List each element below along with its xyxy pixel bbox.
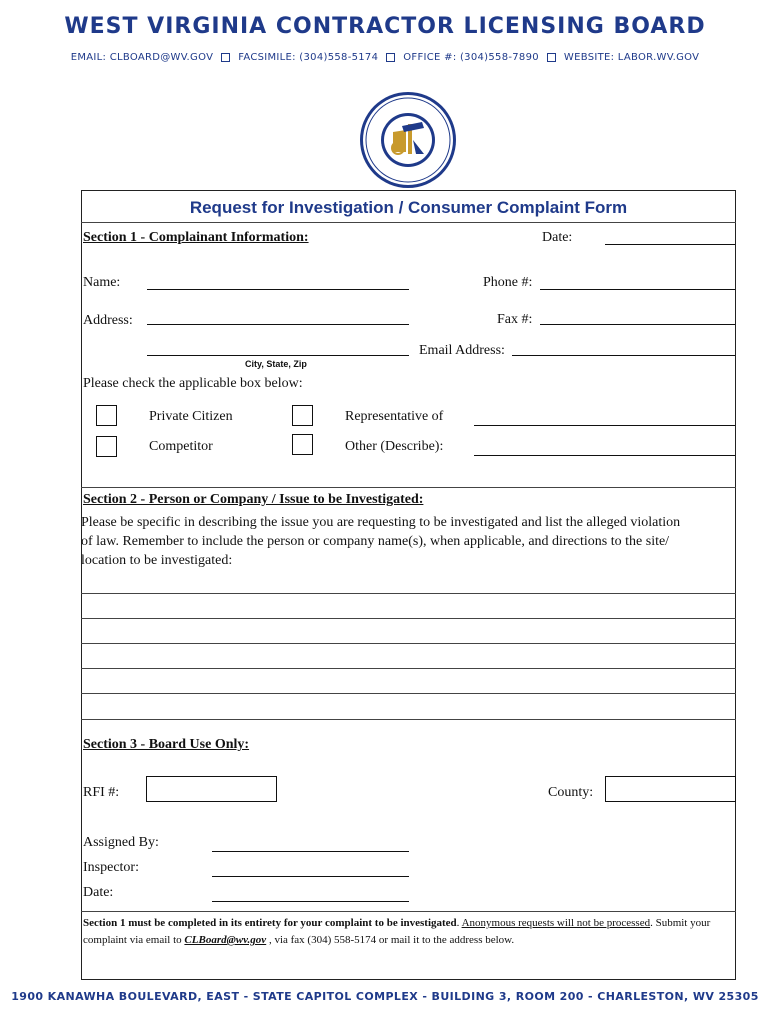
board-title: WEST VIRGINIA CONTRACTOR LICENSING BOARD bbox=[64, 14, 706, 39]
email-link[interactable]: CLBoard@wv.gov bbox=[184, 934, 267, 946]
rfi-label: RFI #: bbox=[83, 785, 120, 800]
square-bullet-icon bbox=[547, 53, 556, 62]
county-label: County: bbox=[548, 785, 594, 800]
section3-heading: Section 3 - Board Use Only: bbox=[83, 737, 250, 752]
section2-instructions bbox=[81, 513, 736, 570]
phone-label: Phone #: bbox=[483, 275, 533, 290]
issue-line-6[interactable] bbox=[81, 719, 736, 720]
other-checkbox[interactable] bbox=[292, 434, 313, 455]
inspector-label: Inspector: bbox=[83, 860, 139, 875]
city-state-zip-field[interactable] bbox=[147, 355, 409, 356]
inspector-field[interactable] bbox=[212, 876, 409, 877]
address-field[interactable] bbox=[147, 324, 409, 325]
competitor-label: Competitor bbox=[149, 439, 213, 454]
board-seal-logo bbox=[358, 90, 458, 190]
issue-line-2[interactable] bbox=[81, 618, 736, 619]
other-label: Other (Describe): bbox=[345, 439, 444, 454]
issue-line-1[interactable] bbox=[81, 593, 736, 594]
date-field[interactable] bbox=[605, 244, 735, 245]
divider bbox=[81, 911, 736, 912]
competitor-checkbox[interactable] bbox=[96, 436, 117, 457]
mailing-address: 1900 KANAWHA BOULEVARD, EAST - STATE CAPITOL COMPLEX - BUILDING 3, ROOM 200 - CHARLESTON, WV 25305 bbox=[11, 990, 759, 1003]
email-field[interactable] bbox=[512, 355, 735, 356]
square-bullet-icon bbox=[221, 53, 230, 62]
board-date-field[interactable] bbox=[212, 901, 409, 902]
requirement-text: Section 1 must be completed in its entirety for your complaint to be investigated bbox=[83, 917, 457, 929]
county-input[interactable] bbox=[605, 776, 736, 802]
representative-field[interactable] bbox=[474, 425, 735, 426]
other-describe-field[interactable] bbox=[474, 455, 735, 456]
issue-line-4[interactable] bbox=[81, 668, 736, 669]
private-citizen-label: Private Citizen bbox=[149, 409, 233, 424]
fax-field[interactable] bbox=[540, 324, 735, 325]
contact-email: EMAIL: CLBOARD@WV.GOV bbox=[70, 52, 214, 63]
anonymous-warning: Anonymous requests will not be processed bbox=[461, 917, 651, 929]
assigned-by-field[interactable] bbox=[212, 851, 409, 852]
city-state-zip-caption: City, State, Zip bbox=[245, 359, 307, 369]
address-label: Address: bbox=[83, 313, 133, 328]
fax-label: Fax #: bbox=[497, 312, 533, 327]
representative-checkbox[interactable] bbox=[292, 405, 313, 426]
contact-office: OFFICE #: (304)558-7890 bbox=[403, 52, 539, 63]
form-title: Request for Investigation / Consumer Complaint Form bbox=[189, 198, 628, 217]
section2-heading: Section 2 - Person or Company / Issue to be Investigated: bbox=[83, 492, 424, 507]
submit-suffix: , via fax (304) 558-5174 or mail it to the address below. bbox=[266, 934, 515, 946]
rfi-input[interactable] bbox=[146, 776, 277, 802]
check-prompt: Please check the applicable box below: bbox=[83, 376, 303, 391]
instruction-line: Please be specific in describing the issue you are requesting to be investigated and list the alleged violation bbox=[81, 515, 681, 530]
phone-field[interactable] bbox=[540, 289, 735, 290]
representative-label: Representative of bbox=[345, 409, 444, 424]
contact-bar bbox=[0, 52, 770, 63]
email-label: Email Address: bbox=[419, 343, 505, 358]
issue-line-3[interactable] bbox=[81, 643, 736, 644]
private-citizen-checkbox[interactable] bbox=[96, 405, 117, 426]
contact-website: WEBSITE: LABOR.WV.GOV bbox=[563, 52, 700, 63]
name-field[interactable] bbox=[147, 289, 409, 290]
submit-prefix: . Submit your complaint via email to bbox=[83, 917, 711, 946]
contact-fax: FACSIMILE: (304)558-5174 bbox=[238, 52, 379, 63]
form-frame bbox=[81, 190, 736, 980]
section1-heading: Section 1 - Complainant Information: bbox=[83, 230, 309, 245]
assigned-by-label: Assigned By: bbox=[83, 835, 159, 850]
instruction-line: of law. Remember to include the person or company name(s), when applicable, and directions to the site/ bbox=[81, 534, 670, 549]
square-bullet-icon bbox=[386, 53, 395, 62]
divider bbox=[81, 487, 736, 488]
name-label: Name: bbox=[83, 275, 121, 290]
board-date-label: Date: bbox=[83, 885, 114, 900]
issue-line-5[interactable] bbox=[81, 693, 736, 694]
submission-note: Section 1 must be completed in its entirety for your complaint to be investigated. Anonymous requests will not be processed. Submit your complaint via email to CLBoard@wv.gov , via fax (304) 558-5174 or mail it to the address below. bbox=[83, 917, 711, 946]
instruction-line: location to be investigated: bbox=[81, 553, 233, 568]
date-label: Date: bbox=[542, 230, 573, 245]
divider bbox=[81, 222, 736, 223]
